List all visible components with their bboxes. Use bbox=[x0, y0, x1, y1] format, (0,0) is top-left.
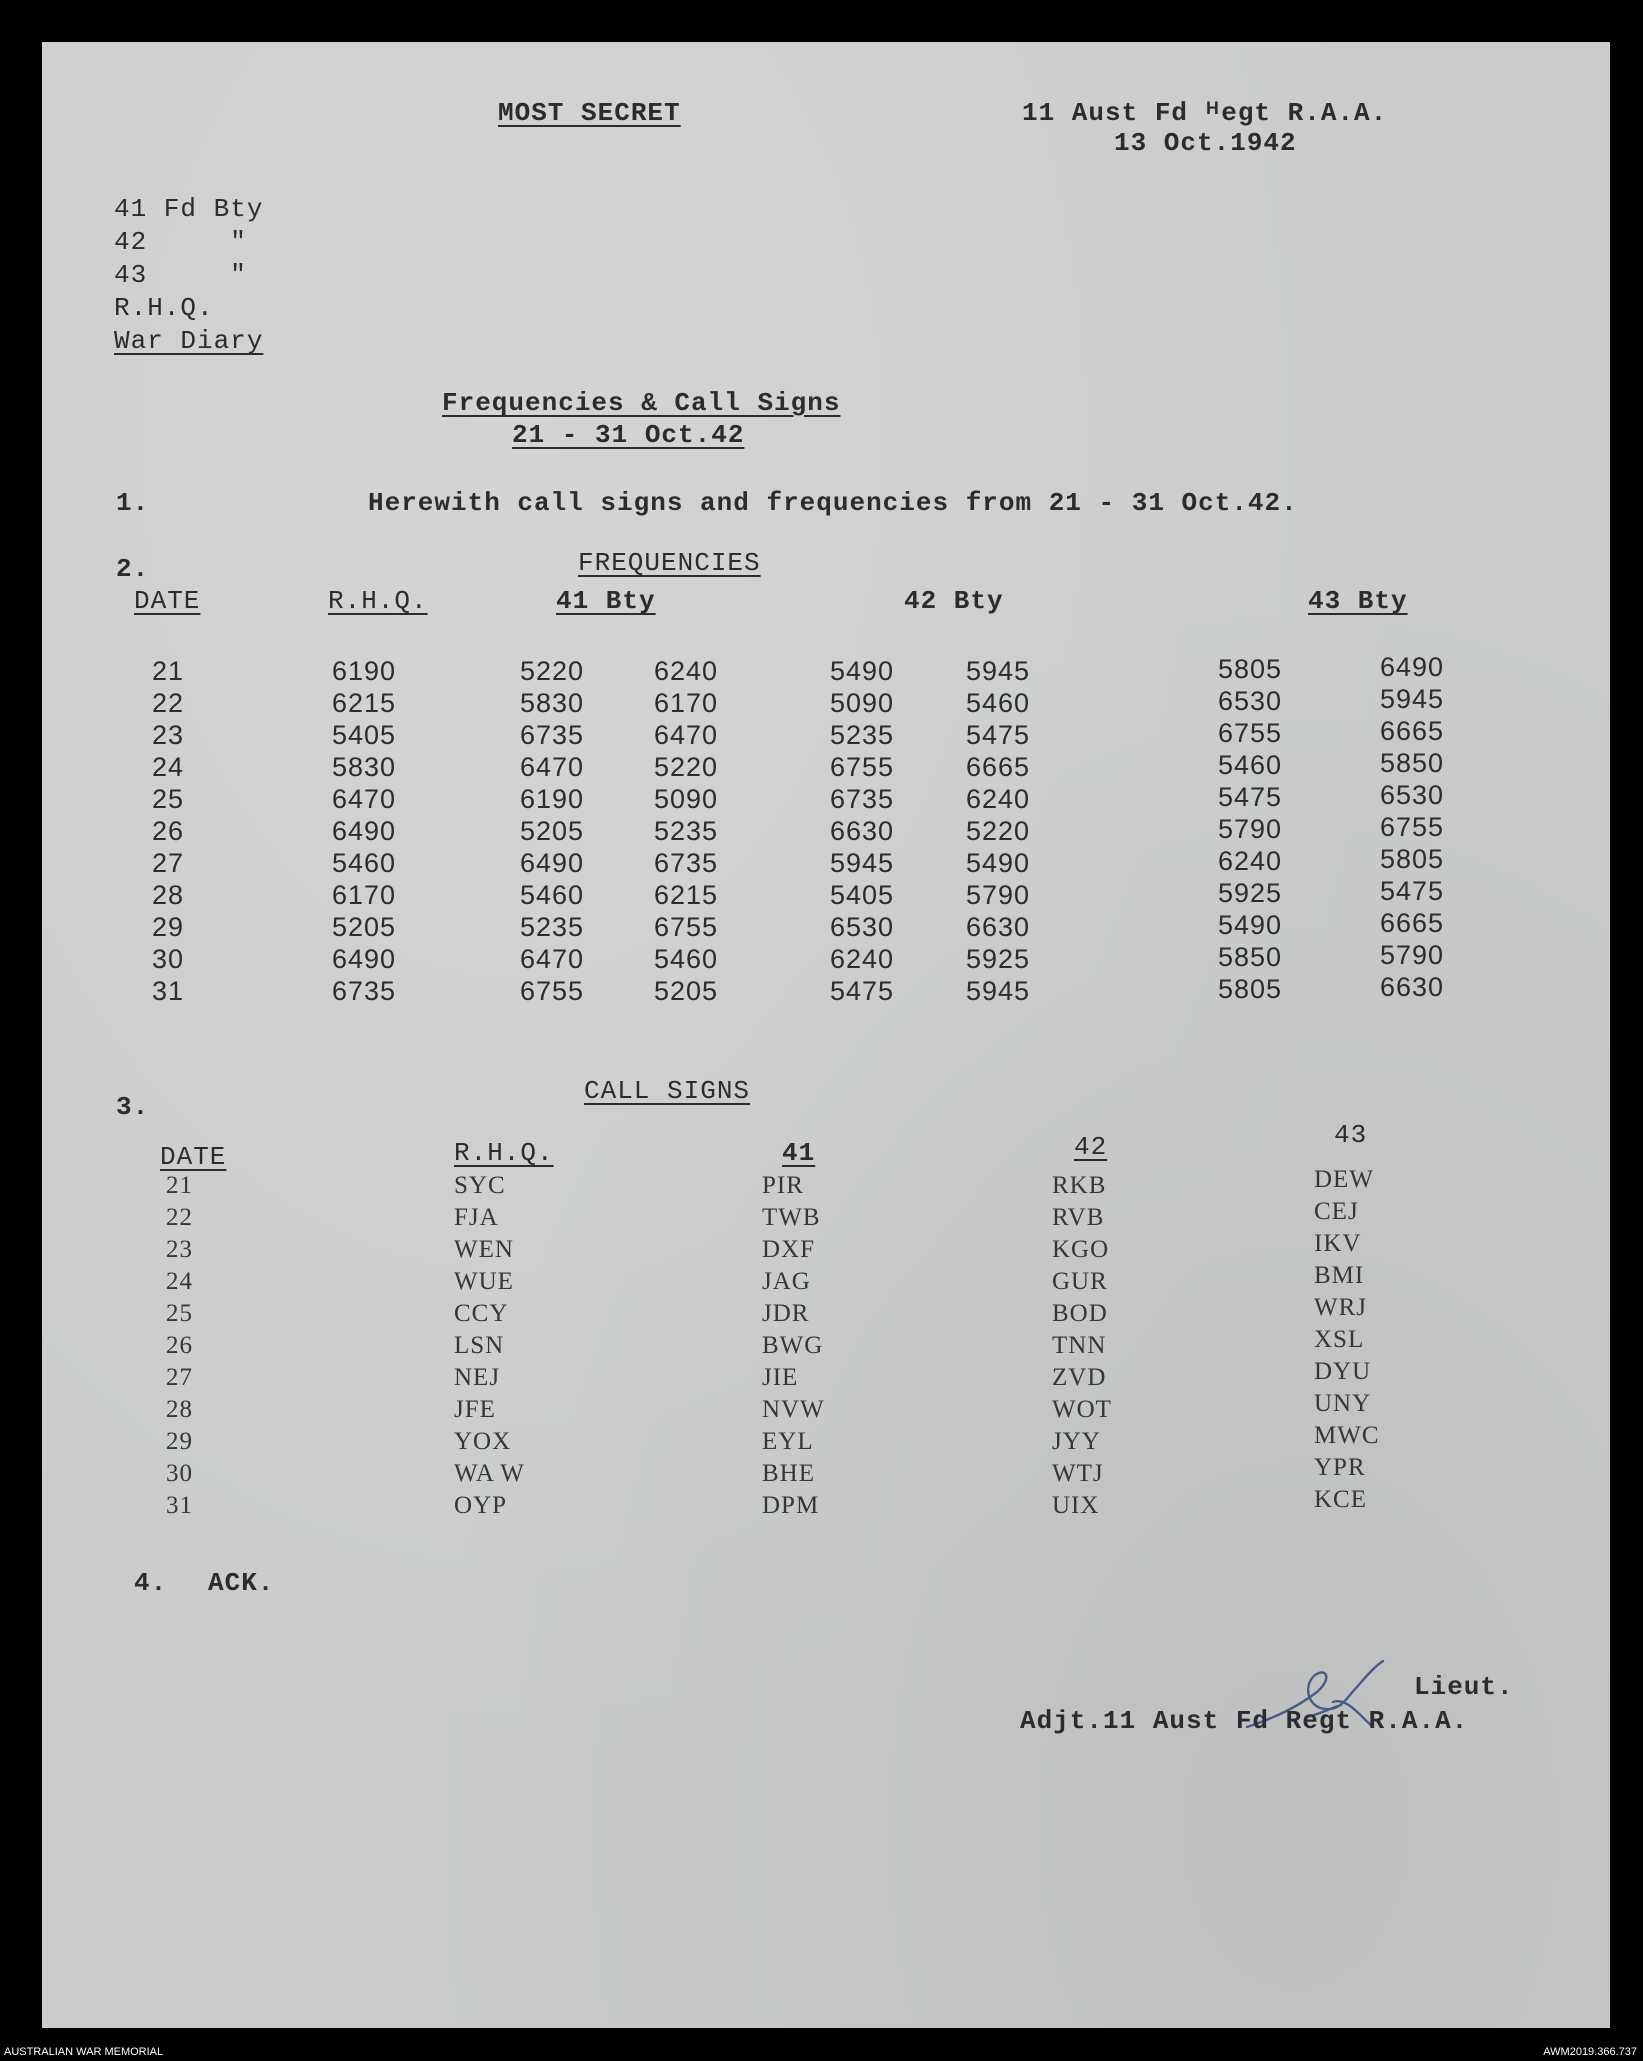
freq-41bty-b: 6170 bbox=[654, 688, 719, 718]
cs-date: 24 bbox=[166, 1268, 193, 1295]
freq-43bty-a: 6530 bbox=[1218, 686, 1283, 716]
cs-41: JAG bbox=[762, 1268, 811, 1295]
freq-date: 27 bbox=[152, 848, 185, 878]
cs-rhq: CCY bbox=[454, 1300, 509, 1327]
cs-42: RVB bbox=[1052, 1204, 1105, 1231]
callsigns-heading: CALL SIGNS bbox=[584, 1076, 751, 1106]
freq-43bty-b: 6665 bbox=[1380, 908, 1445, 938]
freq-41bty-a: 5830 bbox=[520, 688, 585, 718]
freq-rhq: 5460 bbox=[332, 848, 397, 878]
freq-43bty-a: 5460 bbox=[1218, 750, 1283, 780]
para4-number: 4. bbox=[134, 1568, 168, 1598]
freq-42bty-b: 5460 bbox=[966, 688, 1031, 718]
cs-date: 22 bbox=[166, 1204, 193, 1231]
cs-rhq: SYC bbox=[454, 1172, 506, 1199]
cs-41: BHE bbox=[762, 1460, 815, 1487]
cs-41: JIE bbox=[762, 1364, 799, 1391]
freq-rhq: 5205 bbox=[332, 912, 397, 942]
cs-rhq: WEN bbox=[454, 1236, 514, 1263]
cs-42: TNN bbox=[1052, 1332, 1107, 1359]
cs-42: JYY bbox=[1052, 1428, 1101, 1455]
cs-41: PIR bbox=[762, 1172, 804, 1199]
freq-rhq: 5405 bbox=[332, 720, 397, 750]
freq-42bty-b: 5945 bbox=[966, 976, 1031, 1006]
freq-43bty-b: 6530 bbox=[1380, 780, 1445, 810]
cs-43: YPR bbox=[1314, 1454, 1366, 1481]
freq-date: 31 bbox=[152, 976, 185, 1006]
freq-date: 29 bbox=[152, 912, 185, 942]
cs-42: UIX bbox=[1052, 1492, 1100, 1519]
cs-rhq: JFE bbox=[454, 1396, 496, 1423]
freq-42bty-a: 5090 bbox=[830, 688, 895, 718]
freq-date: 21 bbox=[152, 656, 185, 686]
freq-41bty-a: 6470 bbox=[520, 752, 585, 782]
freq-41bty-b: 6470 bbox=[654, 720, 719, 750]
classification: MOST SECRET bbox=[498, 98, 681, 128]
freq-43bty-a: 5805 bbox=[1218, 974, 1283, 1004]
freq-col-42bty: 42 Bty bbox=[904, 586, 1004, 616]
cs-rhq: FJA bbox=[454, 1204, 499, 1231]
freq-42bty-b: 6630 bbox=[966, 912, 1031, 942]
freq-43bty-a: 5850 bbox=[1218, 942, 1283, 972]
freq-date: 28 bbox=[152, 880, 185, 910]
freq-col-rhq: R.H.Q. bbox=[328, 586, 428, 616]
distribution-item: 42 " bbox=[114, 227, 247, 257]
freq-43bty-b: 5475 bbox=[1380, 876, 1445, 906]
cs-42: KGO bbox=[1052, 1236, 1110, 1263]
unit-header: 11 Aust Fd ᴴegt R.A.A. bbox=[1022, 98, 1388, 128]
freq-col-43bty: 43 Bty bbox=[1308, 586, 1408, 616]
cs-date: 26 bbox=[166, 1332, 193, 1359]
archive-footer-left: AUSTRALIAN WAR MEMORIAL bbox=[4, 2046, 164, 2058]
freq-42bty-b: 5490 bbox=[966, 848, 1031, 878]
freq-42bty-b: 5220 bbox=[966, 816, 1031, 846]
freq-43bty-a: 5790 bbox=[1218, 814, 1283, 844]
freq-41bty-b: 5205 bbox=[654, 976, 719, 1006]
freq-42bty-a: 6530 bbox=[830, 912, 895, 942]
freq-rhq: 6470 bbox=[332, 784, 397, 814]
document-page bbox=[42, 42, 1610, 2028]
para1-text: Herewith call signs and frequencies from 21 - 31 Oct.42. bbox=[368, 488, 1298, 518]
freq-41bty-b: 6215 bbox=[654, 880, 719, 910]
distribution-item: 41 Fd Bty bbox=[114, 194, 264, 224]
cs-date: 27 bbox=[166, 1364, 193, 1391]
cs-41: DXF bbox=[762, 1236, 816, 1263]
cs-col-42: 42 bbox=[1074, 1132, 1108, 1162]
freq-date: 30 bbox=[152, 944, 185, 974]
freq-41bty-a: 6470 bbox=[520, 944, 585, 974]
freq-41bty-a: 5460 bbox=[520, 880, 585, 910]
cs-43: KCE bbox=[1314, 1486, 1367, 1513]
cs-rhq: YOX bbox=[454, 1428, 512, 1455]
freq-43bty-a: 5805 bbox=[1218, 654, 1283, 684]
cs-43: WRJ bbox=[1314, 1294, 1367, 1321]
freq-42bty-a: 5235 bbox=[830, 720, 895, 750]
freq-43bty-b: 6665 bbox=[1380, 716, 1445, 746]
freq-42bty-a: 5475 bbox=[830, 976, 895, 1006]
cs-41: DPM bbox=[762, 1492, 820, 1519]
freq-rhq: 6190 bbox=[332, 656, 397, 686]
freq-42bty-b: 5790 bbox=[966, 880, 1031, 910]
freq-42bty-b: 6665 bbox=[966, 752, 1031, 782]
freq-41bty-a: 6490 bbox=[520, 848, 585, 878]
cs-rhq: NEJ bbox=[454, 1364, 501, 1391]
freq-42bty-a: 5945 bbox=[830, 848, 895, 878]
freq-43bty-b: 5805 bbox=[1380, 844, 1445, 874]
freq-41bty-b: 5090 bbox=[654, 784, 719, 814]
subject-title: Frequencies & Call Signs bbox=[442, 388, 841, 418]
cs-date: 29 bbox=[166, 1428, 193, 1455]
cs-43: MWC bbox=[1314, 1422, 1380, 1449]
freq-41bty-b: 6735 bbox=[654, 848, 719, 878]
cs-43: IKV bbox=[1314, 1230, 1362, 1257]
cs-42: ZVD bbox=[1052, 1364, 1107, 1391]
freq-date: 23 bbox=[152, 720, 185, 750]
cs-col-rhq: R.H.Q. bbox=[454, 1138, 554, 1168]
freq-43bty-b: 6490 bbox=[1380, 652, 1445, 682]
para3-number: 3. bbox=[116, 1092, 150, 1122]
para4-text: ACK. bbox=[208, 1568, 275, 1598]
freq-42bty-a: 5405 bbox=[830, 880, 895, 910]
freq-43bty-a: 5490 bbox=[1218, 910, 1283, 940]
cs-date: 30 bbox=[166, 1460, 193, 1487]
cs-41: BWG bbox=[762, 1332, 824, 1359]
archive-footer-right: AWM2019.366.737 bbox=[1543, 2046, 1637, 2058]
freq-rhq: 6215 bbox=[332, 688, 397, 718]
cs-42: RKB bbox=[1052, 1172, 1107, 1199]
freq-41bty-a: 6190 bbox=[520, 784, 585, 814]
cs-date: 25 bbox=[166, 1300, 193, 1327]
para1-number: 1. bbox=[116, 488, 150, 518]
cs-date: 31 bbox=[166, 1492, 193, 1519]
para2-number: 2. bbox=[116, 554, 150, 584]
cs-41: EYL bbox=[762, 1428, 814, 1455]
freq-43bty-b: 6755 bbox=[1380, 812, 1445, 842]
freq-43bty-a: 6755 bbox=[1218, 718, 1283, 748]
freq-rhq: 5830 bbox=[332, 752, 397, 782]
freq-rhq: 6170 bbox=[332, 880, 397, 910]
freq-43bty-a: 5925 bbox=[1218, 878, 1283, 908]
cs-rhq: WUE bbox=[454, 1268, 514, 1295]
freq-col-41bty: 41 Bty bbox=[556, 586, 656, 616]
freq-41bty-a: 6755 bbox=[520, 976, 585, 1006]
cs-43: DYU bbox=[1314, 1358, 1372, 1385]
cs-date: 21 bbox=[166, 1172, 193, 1199]
freq-42bty-a: 5490 bbox=[830, 656, 895, 686]
cs-rhq: WA W bbox=[454, 1460, 525, 1487]
freq-41bty-a: 6735 bbox=[520, 720, 585, 750]
freq-42bty-b: 5475 bbox=[966, 720, 1031, 750]
freq-43bty-a: 6240 bbox=[1218, 846, 1283, 876]
document-date: 13 Oct.1942 bbox=[1114, 128, 1297, 158]
freq-rhq: 6490 bbox=[332, 816, 397, 846]
cs-43: DEW bbox=[1314, 1166, 1374, 1193]
cs-41: TWB bbox=[762, 1204, 821, 1231]
signature-rank: Lieut. bbox=[1414, 1672, 1514, 1702]
cs-43: UNY bbox=[1314, 1390, 1372, 1417]
freq-43bty-b: 6630 bbox=[1380, 972, 1445, 1002]
cs-date: 28 bbox=[166, 1396, 193, 1423]
freq-42bty-a: 6735 bbox=[830, 784, 895, 814]
cs-col-43: 43 bbox=[1334, 1120, 1368, 1150]
distribution-item: War Diary bbox=[114, 326, 264, 356]
cs-42: WOT bbox=[1052, 1396, 1112, 1423]
subject-period: 21 - 31 Oct.42 bbox=[512, 420, 745, 450]
freq-43bty-b: 5790 bbox=[1380, 940, 1445, 970]
freq-42bty-b: 5945 bbox=[966, 656, 1031, 686]
cs-col-date: DATE bbox=[160, 1142, 227, 1172]
freq-42bty-b: 5925 bbox=[966, 944, 1031, 974]
cs-43: BMI bbox=[1314, 1262, 1365, 1289]
cs-42: WTJ bbox=[1052, 1460, 1104, 1487]
freq-43bty-b: 5850 bbox=[1380, 748, 1445, 778]
cs-col-41: 41 bbox=[782, 1138, 816, 1168]
cs-41: JDR bbox=[762, 1300, 810, 1327]
freq-rhq: 6490 bbox=[332, 944, 397, 974]
freq-43bty-b: 5945 bbox=[1380, 684, 1445, 714]
freq-date: 25 bbox=[152, 784, 185, 814]
freq-41bty-b: 5235 bbox=[654, 816, 719, 846]
cs-date: 23 bbox=[166, 1236, 193, 1263]
freq-date: 24 bbox=[152, 752, 185, 782]
freq-41bty-a: 5235 bbox=[520, 912, 585, 942]
freq-41bty-b: 5220 bbox=[654, 752, 719, 782]
freq-42bty-a: 6630 bbox=[830, 816, 895, 846]
freq-42bty-a: 6755 bbox=[830, 752, 895, 782]
freq-41bty-a: 5220 bbox=[520, 656, 585, 686]
freq-date: 26 bbox=[152, 816, 185, 846]
freq-date: 22 bbox=[152, 688, 185, 718]
frequencies-heading: FREQUENCIES bbox=[578, 548, 761, 578]
cs-41: NVW bbox=[762, 1396, 825, 1423]
distribution-item: 43 " bbox=[114, 260, 247, 290]
freq-col-date: DATE bbox=[134, 586, 201, 616]
cs-42: BOD bbox=[1052, 1300, 1108, 1327]
freq-41bty-b: 5460 bbox=[654, 944, 719, 974]
freq-43bty-a: 5475 bbox=[1218, 782, 1283, 812]
cs-rhq: OYP bbox=[454, 1492, 508, 1519]
cs-rhq: LSN bbox=[454, 1332, 505, 1359]
freq-42bty-a: 6240 bbox=[830, 944, 895, 974]
cs-42: GUR bbox=[1052, 1268, 1108, 1295]
signature-appointment: Adjt.11 Aust Fd Regt R.A.A. bbox=[1020, 1706, 1469, 1736]
cs-43: CEJ bbox=[1314, 1198, 1359, 1225]
freq-rhq: 6735 bbox=[332, 976, 397, 1006]
freq-42bty-b: 6240 bbox=[966, 784, 1031, 814]
freq-41bty-b: 6755 bbox=[654, 912, 719, 942]
distribution-item: R.H.Q. bbox=[114, 293, 214, 323]
freq-41bty-b: 6240 bbox=[654, 656, 719, 686]
cs-43: XSL bbox=[1314, 1326, 1365, 1353]
freq-41bty-a: 5205 bbox=[520, 816, 585, 846]
